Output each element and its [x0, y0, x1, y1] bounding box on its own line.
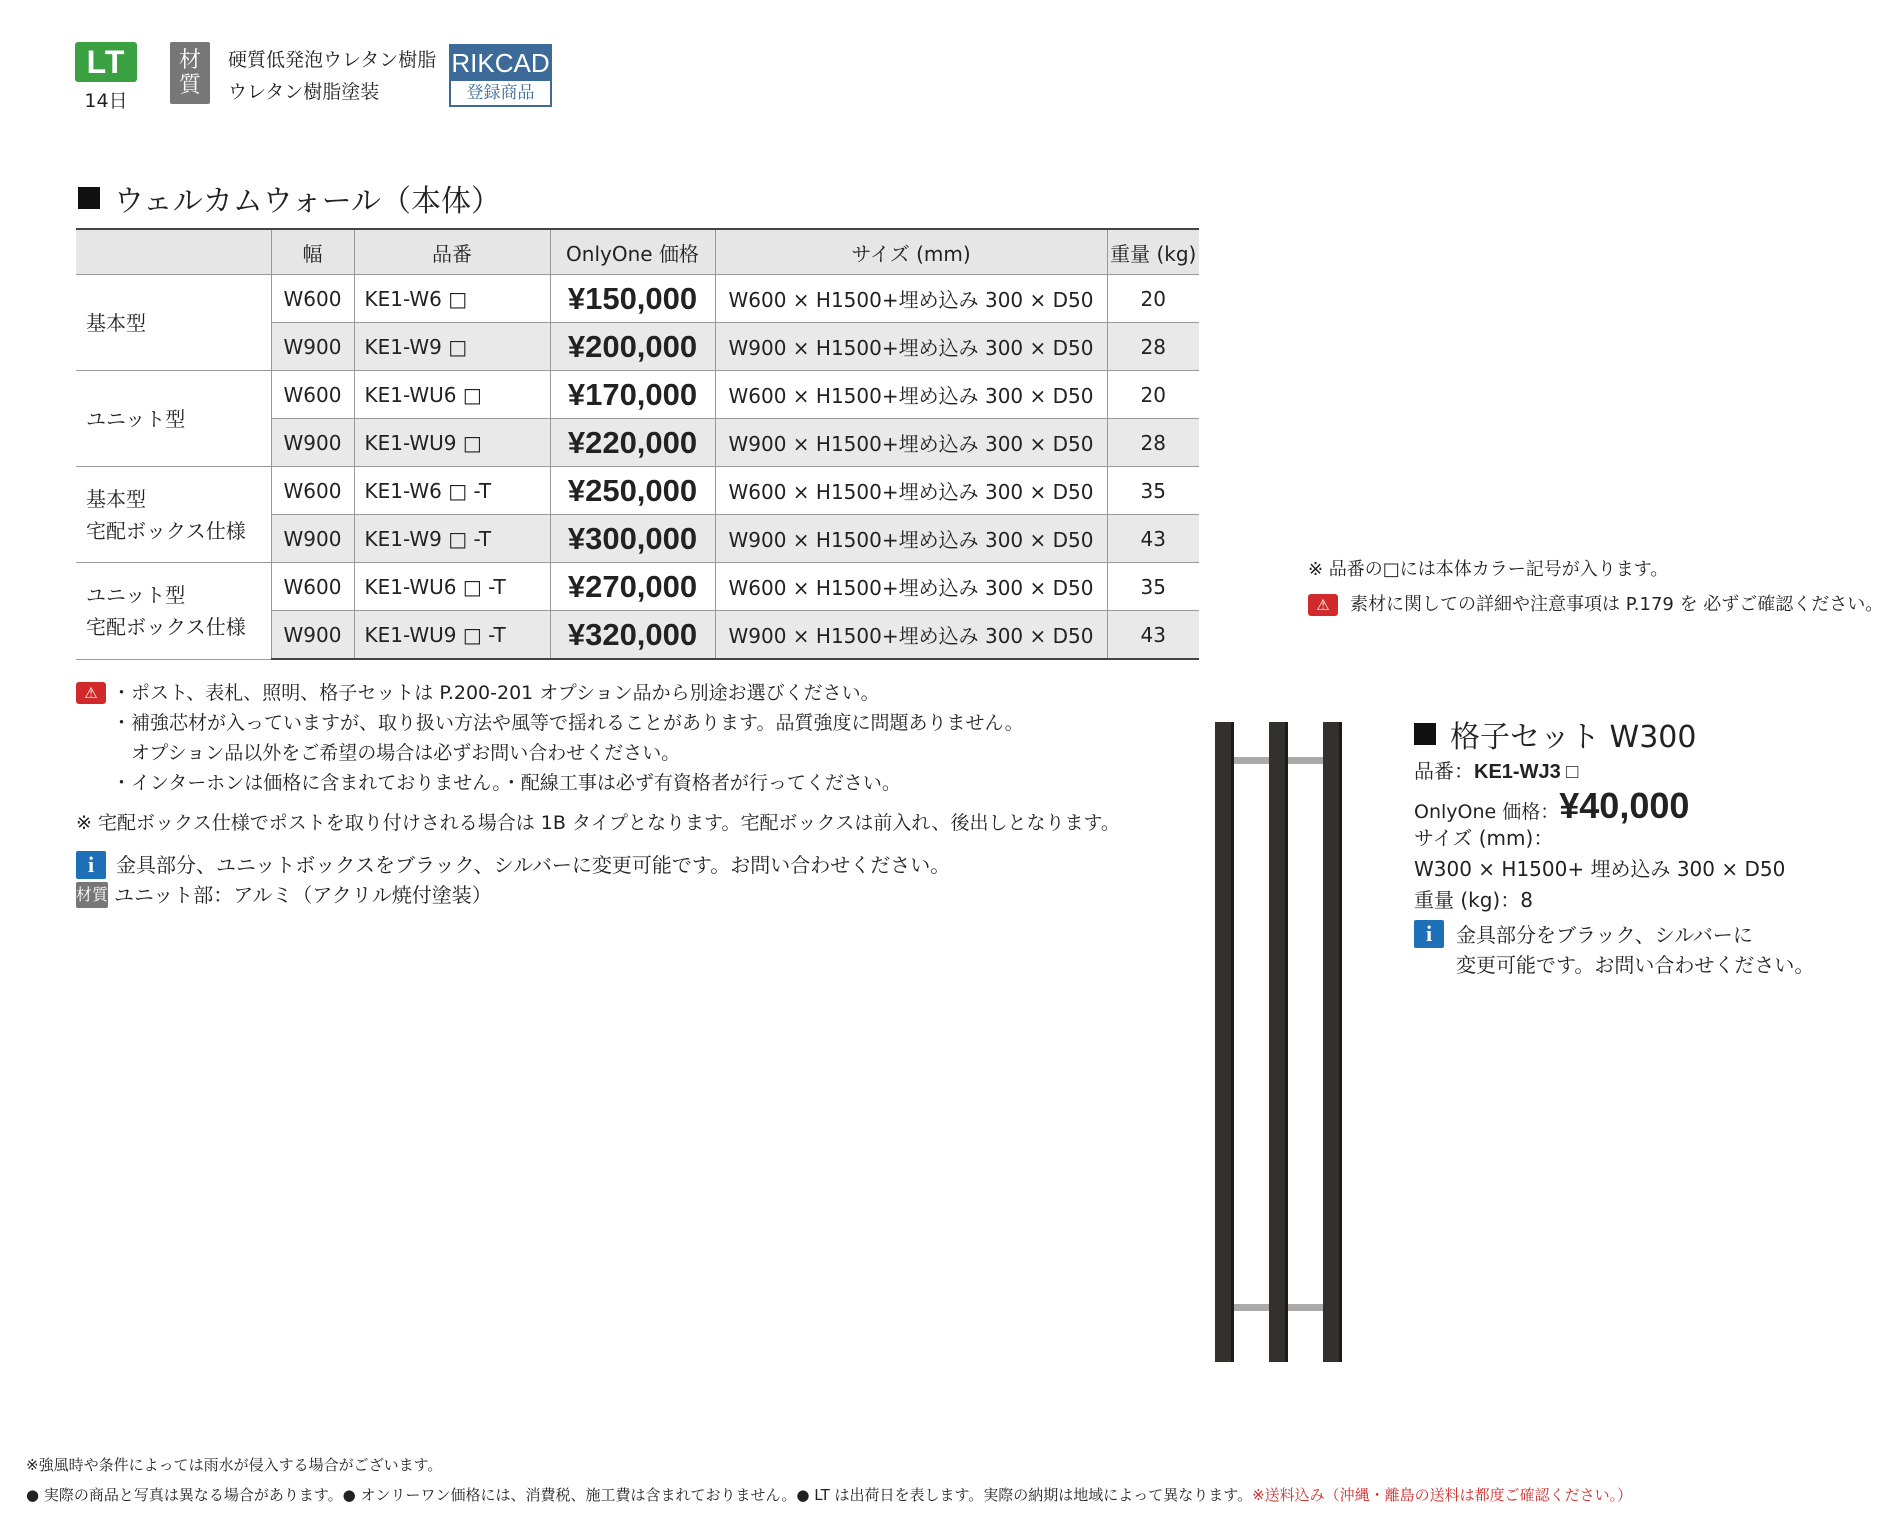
weight-cell: 20	[1107, 371, 1199, 419]
size-cell: W600 × H1500+埋め込み 300 × D50	[715, 563, 1107, 611]
rikcad-label: RIKCAD	[451, 46, 550, 81]
rikcad-badge	[449, 44, 552, 107]
price-cell: ¥320,000	[550, 611, 715, 660]
color-code-note: ※ 品番の□には本体カラー記号が入ります。	[1308, 559, 1669, 580]
note-line: ・インターホンは価格に含まれておりません。・配線工事は必ず有資格者が行ってください。	[112, 772, 901, 794]
weight-cell: 43	[1107, 611, 1199, 660]
lattice-section-title	[1414, 712, 1696, 756]
lattice-info-line: 金具部分をブラック、シルバーに	[1456, 923, 1753, 947]
material-badge	[170, 42, 210, 104]
material-description	[228, 44, 436, 108]
weight-cell: 28	[1107, 419, 1199, 467]
group-label: ユニット型	[76, 371, 271, 467]
code-cell: KE1-WU9 □ -T	[354, 611, 550, 660]
table-row	[76, 563, 1199, 611]
material-details-text: 素材に関しての詳細や注意事項は P.179 を 必ずご確認ください。	[1350, 594, 1884, 615]
material-icon: 材質	[76, 882, 108, 908]
code-cell: KE1-WU9 □	[354, 419, 550, 467]
price-cell: ¥250,000	[550, 467, 715, 515]
price-cell: ¥150,000	[550, 275, 715, 323]
note-line: オプション品以外をご希望の場合は必ずお問い合わせください。	[112, 742, 681, 764]
code-cell: KE1-WU6 □	[354, 371, 550, 419]
lattice-post	[1323, 722, 1342, 1362]
unit-material	[76, 880, 492, 910]
width-cell: W900	[271, 419, 354, 467]
weight-cell: 28	[1107, 323, 1199, 371]
material-badge-bottom: 質	[178, 73, 201, 98]
size-cell: W600 × H1500+埋め込み 300 × D50	[715, 371, 1107, 419]
code-cell: KE1-W9 □ -T	[354, 515, 550, 563]
width-cell: W600	[271, 371, 354, 419]
group-label: 基本型 宅配ボックス仕様	[76, 467, 271, 563]
square-bullet-icon	[78, 187, 100, 209]
price-cell: ¥300,000	[550, 515, 715, 563]
lattice-price-label: OnlyOne 価格：	[1414, 801, 1560, 823]
option-notes	[76, 678, 1024, 798]
material-badge-top: 材	[178, 47, 201, 73]
width-cell: W600	[271, 563, 354, 611]
lattice-post	[1269, 722, 1288, 1362]
lattice-post	[1215, 722, 1234, 1362]
material-line-2: ウレタン樹脂塗装	[228, 81, 380, 103]
lattice-info	[1414, 920, 1814, 980]
width-cell: W900	[271, 611, 354, 660]
lattice-size-label: サイズ (mm)：	[1414, 826, 1554, 850]
note-line: ・補強芯材が入っていますが、取り扱い方法や風等で揺れることがあります。品質強度に問題ありません。	[112, 712, 1024, 734]
price-cell: ¥270,000	[550, 563, 715, 611]
footer-disclaimer	[26, 1484, 1632, 1505]
column-header: 重量 (kg)	[1107, 229, 1199, 275]
price-cell: ¥200,000	[550, 323, 715, 371]
size-cell: W900 × H1500+埋め込み 300 × D50	[715, 323, 1107, 371]
column-header: サイズ (mm)	[715, 229, 1107, 275]
lattice-code-label: 品番：	[1414, 759, 1474, 783]
size-cell: W900 × H1500+埋め込み 300 × D50	[715, 515, 1107, 563]
rikcad-registered-label: 登録商品	[466, 83, 535, 103]
footer-disclaimer-text: ● 実際の商品と写真は異なる場合があります。● オンリーワン価格には、消費税、施工費は含まれておりません。● LT は出荷日を表します。実際の納期は地域によって異なります。	[26, 1486, 1253, 1504]
size-cell: W900 × H1500+埋め込み 300 × D50	[715, 419, 1107, 467]
code-cell: KE1-W6 □ -T	[354, 467, 550, 515]
code-cell: KE1-WU6 □ -T	[354, 563, 550, 611]
column-header: 幅	[271, 229, 354, 275]
info-icon: i	[76, 851, 106, 879]
code-cell: KE1-W6 □	[354, 275, 550, 323]
price-cell: ¥170,000	[550, 371, 715, 419]
code-cell: KE1-W9 □	[354, 323, 550, 371]
hardware-info-text: 金具部分、ユニットボックスをブラック、シルバーに変更可能です。お問い合わせください。	[116, 853, 951, 877]
table-row	[76, 371, 1199, 419]
info-icon: i	[1414, 920, 1444, 948]
column-header	[76, 229, 271, 275]
material-line-1: 硬質低発泡ウレタン樹脂	[228, 49, 437, 71]
size-cell: W600 × H1500+埋め込み 300 × D50	[715, 467, 1107, 515]
width-cell: W900	[271, 515, 354, 563]
warning-icon: ⚠	[1308, 594, 1338, 616]
lattice-code	[1414, 755, 1578, 784]
weight-cell: 20	[1107, 275, 1199, 323]
delivery-box-note: ※ 宅配ボックス仕様でポストを取り付けされる場合は 1B タイプとなります。宅配ボックスは前入れ、後出しとなります。	[76, 812, 1120, 834]
square-bullet-icon	[1414, 723, 1436, 745]
main-title-text: ウェルカムウォール（本体）	[114, 184, 501, 219]
footer-rain-note: ※強風時や条件によっては雨水が侵入する場合がございます。	[26, 1456, 443, 1474]
lattice-weight: 重量 (kg)：8	[1414, 888, 1533, 912]
table-row	[76, 467, 1199, 515]
table-row	[76, 275, 1199, 323]
lattice-price-value: ¥40,000	[1559, 785, 1690, 826]
footer-shipping-note: ※送料込み（沖縄・離島の送料は都度ご確認ください。）	[1252, 1486, 1633, 1504]
group-label: 基本型	[76, 275, 271, 371]
lattice-info-line: 変更可能です。お問い合わせください。	[1456, 953, 1815, 977]
group-label: ユニット型 宅配ボックス仕様	[76, 563, 271, 660]
lead-time-badge: LT	[75, 42, 137, 82]
price-cell: ¥220,000	[550, 419, 715, 467]
lead-time-days: 14日	[84, 90, 128, 112]
warning-icon: ⚠	[76, 682, 106, 704]
main-section-title	[78, 176, 501, 220]
lattice-size: W300 × H1500+ 埋め込み 300 × D50	[1414, 857, 1786, 881]
width-cell: W600	[271, 467, 354, 515]
table-header-row	[76, 229, 1199, 275]
lattice-price	[1414, 785, 1689, 827]
lattice-code-value: KE1-WJ3 □	[1474, 761, 1579, 783]
lattice-title-text: 格子セット W300	[1450, 720, 1697, 755]
weight-cell: 35	[1107, 563, 1199, 611]
unit-material-text: ユニット部：アルミ（アクリル焼付塗装）	[114, 883, 492, 907]
note-line: ・ポスト、表札、照明、格子セットは P.200-201 オプション品から別途お選びください。	[112, 682, 880, 704]
column-header: OnlyOne 価格	[550, 229, 715, 275]
spec-table	[76, 228, 1199, 660]
hardware-info	[76, 850, 950, 880]
width-cell: W600	[271, 275, 354, 323]
weight-cell: 35	[1107, 467, 1199, 515]
size-cell: W600 × H1500+埋め込み 300 × D50	[715, 275, 1107, 323]
width-cell: W900	[271, 323, 354, 371]
size-cell: W900 × H1500+埋め込み 300 × D50	[715, 611, 1107, 660]
material-details-note	[1308, 590, 1883, 620]
column-header: 品番	[354, 229, 550, 275]
weight-cell: 43	[1107, 515, 1199, 563]
